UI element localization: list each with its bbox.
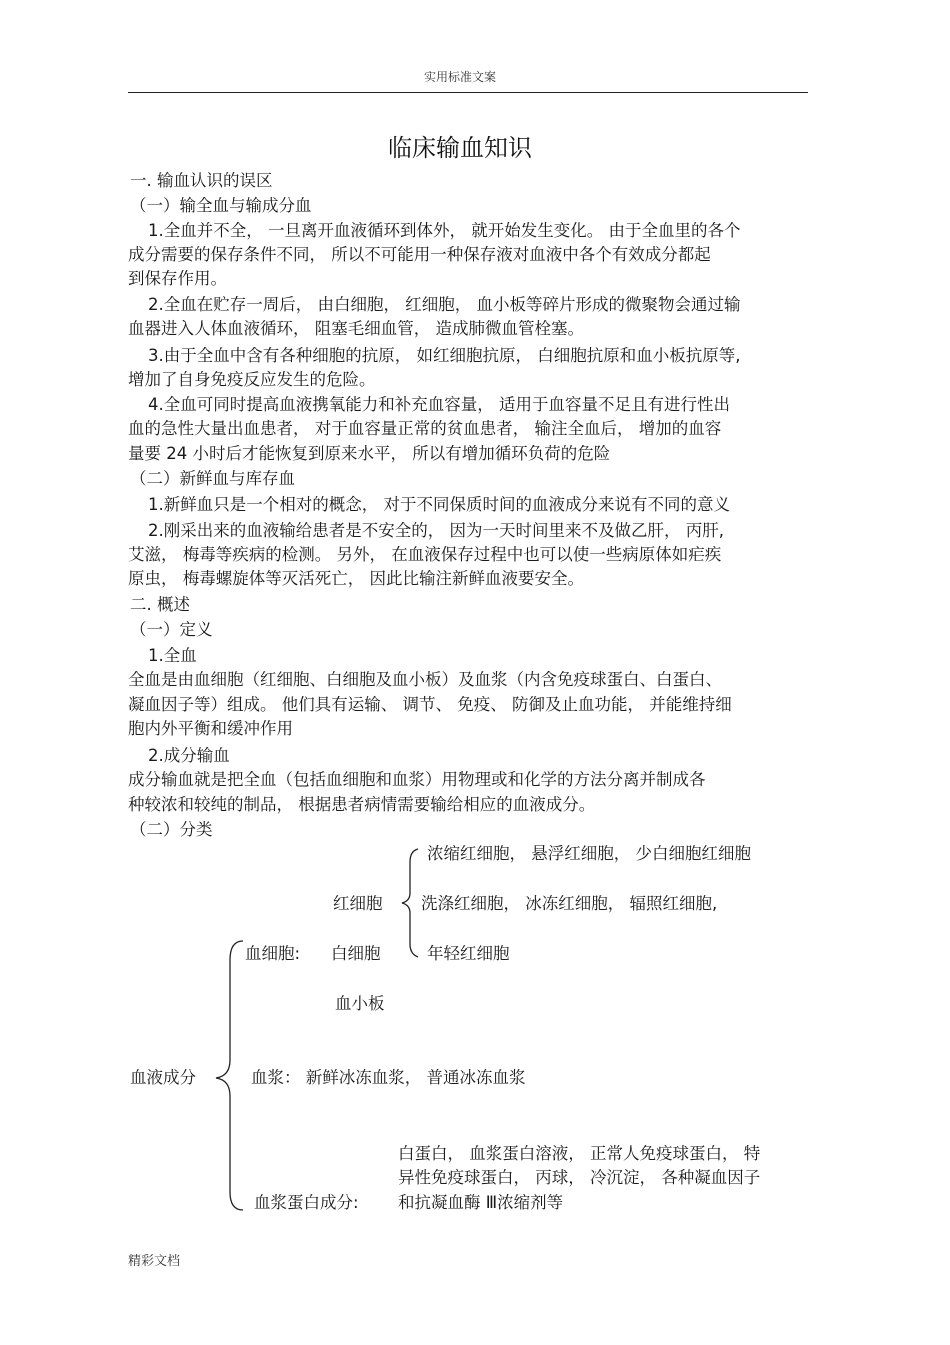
section-2-heading: 二. 概述 bbox=[130, 595, 190, 614]
paragraph-line: 增加了自身免疫反应发生的危险。 bbox=[128, 370, 376, 389]
paragraph-line: 全血是由血细胞（红细胞、白细胞及血小板）及血浆（内含免疫球蛋白、白蛋白、 bbox=[128, 670, 722, 689]
paragraph-line: 到保存作用。 bbox=[128, 269, 227, 288]
item-label: 1.全血 bbox=[148, 646, 197, 665]
page-footer: 精彩文档 bbox=[128, 1254, 181, 1269]
red-cell-brace bbox=[402, 849, 418, 957]
running-header: 实用标准文案 bbox=[424, 70, 497, 84]
paragraph-line: 1.全血并不全， 一旦离开血液循环到体外， 就开始发生变化。 由于全血里的各个 bbox=[148, 221, 741, 240]
tree-red-item: 洗涤红细胞， 冰冻红细胞， 辐照红细胞, bbox=[421, 894, 718, 913]
tree-protein-line: 白蛋白， 血浆蛋白溶液， 正常人免疫球蛋白， 特 bbox=[398, 1144, 761, 1163]
paragraph-line: 胞内外平衡和缓冲作用 bbox=[128, 719, 293, 738]
tree-platelets: 血小板 bbox=[335, 994, 385, 1013]
root-brace bbox=[216, 941, 243, 1210]
item-label: 2.成分输血 bbox=[148, 746, 230, 765]
tree-root: 血液成分 bbox=[130, 1068, 196, 1087]
tree-plasma: 血浆： 新鲜冰冻血浆， 普通冰冻血浆 bbox=[251, 1068, 526, 1087]
paragraph-line: 血的急性大量出血患者， 对于血容量正常的贫血患者， 输注全血后， 增加的血容 bbox=[128, 419, 722, 438]
paragraph-line: 凝血因子等）组成。 他们具有运输、 调节、 免疫、 防御及止血功能， 并能维持细 bbox=[128, 695, 732, 714]
paragraph-line: 原虫， 梅毒螺旋体等灭活死亡， 因此比输注新鲜血液要安全。 bbox=[128, 569, 584, 588]
paragraph-line: 2.刚采出来的血液输给患者是不安全的， 因为一天时间里来不及做乙肝， 丙肝, bbox=[148, 521, 724, 540]
tree-red-item: 浓缩红细胞， 悬浮红细胞， 少白细胞红细胞 bbox=[427, 844, 751, 863]
tree-protein-line: 和抗凝血酶 Ⅲ浓缩剂等 bbox=[398, 1193, 564, 1212]
page-title: 临床输血知识 bbox=[388, 134, 532, 162]
paragraph-line: 3.由于全血中含有各种细胞的抗原， 如红细胞抗原， 白细胞抗原和血小板抗原等, bbox=[148, 346, 741, 365]
tree-red-item: 年轻红细胞 bbox=[427, 944, 510, 963]
tree-protein-label: 血浆蛋白成分: bbox=[254, 1193, 359, 1212]
section-2-sub1-heading: （一）定义 bbox=[130, 620, 213, 639]
paragraph-line: 2.全血在贮存一周后， 由白细胞， 红细胞， 血小板等碎片形成的微聚物会通过输 bbox=[148, 295, 741, 314]
paragraph-line: 量要 24 小时后才能恢复到原来水平， 所以有增加循环负荷的危险 bbox=[128, 444, 611, 463]
tree-cells-label: 血细胞: bbox=[245, 944, 301, 963]
paragraph-line: 艾滋， 梅毒等疾病的检测。 另外， 在血液保存过程中也可以使一些病原体如疟疾 bbox=[128, 545, 722, 564]
paragraph-line: 成分输血就是把全血（包括血细胞和血浆）用物理或和化学的方法分离并制成各 bbox=[128, 770, 706, 789]
paragraph-line: 种较浓和较纯的制品， 根据患者病情需要输给相应的血液成分。 bbox=[128, 795, 596, 814]
paragraph-line: 血器进入人体血液循环， 阻塞毛细血管， 造成肺微血管栓塞。 bbox=[128, 319, 584, 338]
section-1-sub1-heading: （一）输全血与输成分血 bbox=[130, 196, 312, 215]
tree-white-cells: 白细胞 bbox=[331, 944, 381, 963]
section-1-sub2-heading: （二）新鲜血与库存血 bbox=[130, 469, 295, 488]
paragraph-line: 1.新鲜血只是一个相对的概念， 对于不同保质时间的血液成分来说有不同的意义 bbox=[148, 495, 730, 514]
tree-protein-line: 异性免疫球蛋白， 丙球， 冷沉淀， 各种凝血因子 bbox=[398, 1168, 761, 1187]
section-1-heading: 一. 输血认识的误区 bbox=[130, 171, 273, 190]
paragraph-line: 4.全血可同时提高血液携氧能力和补充血容量， 适用于血容量不足且有进行性出 bbox=[148, 395, 730, 414]
tree-red-cells: 红细胞 bbox=[333, 894, 383, 913]
section-2-sub2-heading: （二）分类 bbox=[130, 820, 213, 839]
paragraph-line: 成分需要的保存条件不同， 所以不可能用一种保存液对血液中各个有效成分都起 bbox=[128, 245, 711, 264]
